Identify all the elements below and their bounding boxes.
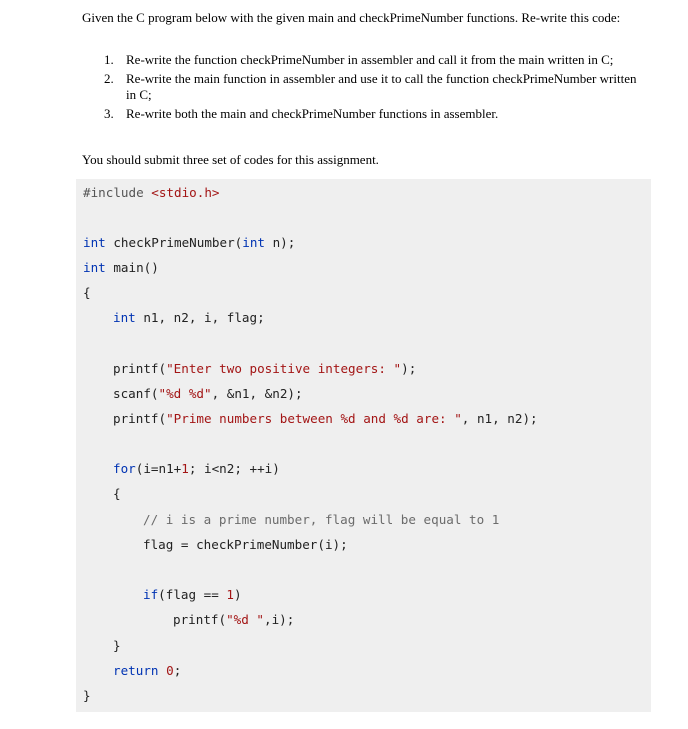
code-line-printf-prime — [173, 612, 294, 628]
string-literal: "Enter two positive integers: " — [166, 361, 402, 376]
code-line-include — [83, 185, 220, 201]
code-line-printf-prompt — [113, 361, 416, 377]
code-text: , &n1, &n2); — [211, 386, 303, 401]
keyword: int — [242, 235, 265, 250]
code-line-flag-assign — [143, 537, 348, 553]
code-text: flag = checkPrimeNumber(i); — [143, 537, 348, 552]
code-text: n1, n2, i, flag; — [135, 310, 265, 325]
number-literal: 1 — [226, 587, 235, 602]
keyword: if — [143, 587, 159, 602]
code-line-scanf — [113, 386, 303, 402]
task-item — [82, 52, 642, 68]
code-line-for-brace-open — [113, 486, 121, 502]
task-list — [82, 52, 642, 125]
task-item — [82, 106, 642, 122]
code-line-brace-close — [83, 688, 91, 704]
code-text: printf( — [113, 361, 167, 376]
code-text: checkPrimeNumber( — [105, 235, 243, 250]
string-literal: "%d %d" — [158, 386, 212, 401]
task-text: Re-write the function checkPrimeNumber in assembler and call it from the main written in C; — [126, 52, 614, 67]
code-text: } — [113, 638, 121, 653]
code-text: } — [83, 688, 91, 703]
task-item — [82, 71, 642, 103]
keyword: for — [113, 461, 136, 476]
include-header: <stdio.h> — [151, 185, 220, 200]
code-line-return — [113, 663, 181, 679]
code-text: ); — [401, 361, 417, 376]
code-text: (flag == — [158, 587, 227, 602]
code-text: (i=n1+ — [135, 461, 182, 476]
task-number: 2. — [104, 71, 114, 86]
keyword: return — [113, 663, 159, 678]
code-text: ; i<n2; ++i) — [188, 461, 280, 476]
code-text: , n1, n2); — [461, 411, 538, 426]
code-line-brace-open — [83, 285, 91, 301]
code-block — [76, 179, 651, 712]
submit-note: You should submit three set of codes for this assignment. — [82, 152, 379, 167]
number-literal: 1 — [181, 461, 189, 476]
code-line-printf-header — [113, 411, 538, 427]
code-line-declaration — [113, 310, 265, 326]
code-text: ) — [234, 587, 242, 602]
code-text: { — [83, 285, 91, 300]
intro-paragraph: Given the C program below with the given main and checkPrimeNumber functions. Re-write this code: — [82, 10, 621, 25]
keyword: int — [83, 235, 106, 250]
code-text: main() — [105, 260, 159, 275]
code-text: printf( — [113, 411, 167, 426]
string-literal: "Prime numbers between %d and %d are: " — [166, 411, 462, 426]
code-text: { — [113, 486, 121, 501]
string-literal: "%d " — [226, 612, 264, 627]
code-line-main — [83, 260, 159, 276]
code-line-if — [143, 587, 242, 603]
include-directive: #include — [83, 185, 144, 200]
number-literal: 0 — [166, 663, 174, 678]
code-line-for — [113, 461, 280, 477]
task-text: Re-write the main function in assembler and use it to call the function checkPrimeNumber written in C; — [126, 71, 637, 102]
code-text: ,i); — [264, 612, 295, 627]
code-text: n); — [264, 235, 296, 250]
task-number: 3. — [104, 106, 114, 121]
task-text: Re-write both the main and checkPrimeNumber functions in assembler. — [126, 106, 499, 121]
task-number: 1. — [104, 52, 114, 67]
code-line-prototype — [83, 235, 295, 251]
code-comment: // i is a prime number, flag will be equal to 1 — [143, 512, 500, 527]
code-text: scanf( — [113, 386, 159, 401]
code-text: printf( — [173, 612, 227, 627]
keyword: int — [113, 310, 136, 325]
code-line-for-brace-close — [113, 638, 121, 654]
code-text: ; — [173, 663, 182, 678]
keyword: int — [83, 260, 106, 275]
code-line-comment — [143, 512, 499, 528]
